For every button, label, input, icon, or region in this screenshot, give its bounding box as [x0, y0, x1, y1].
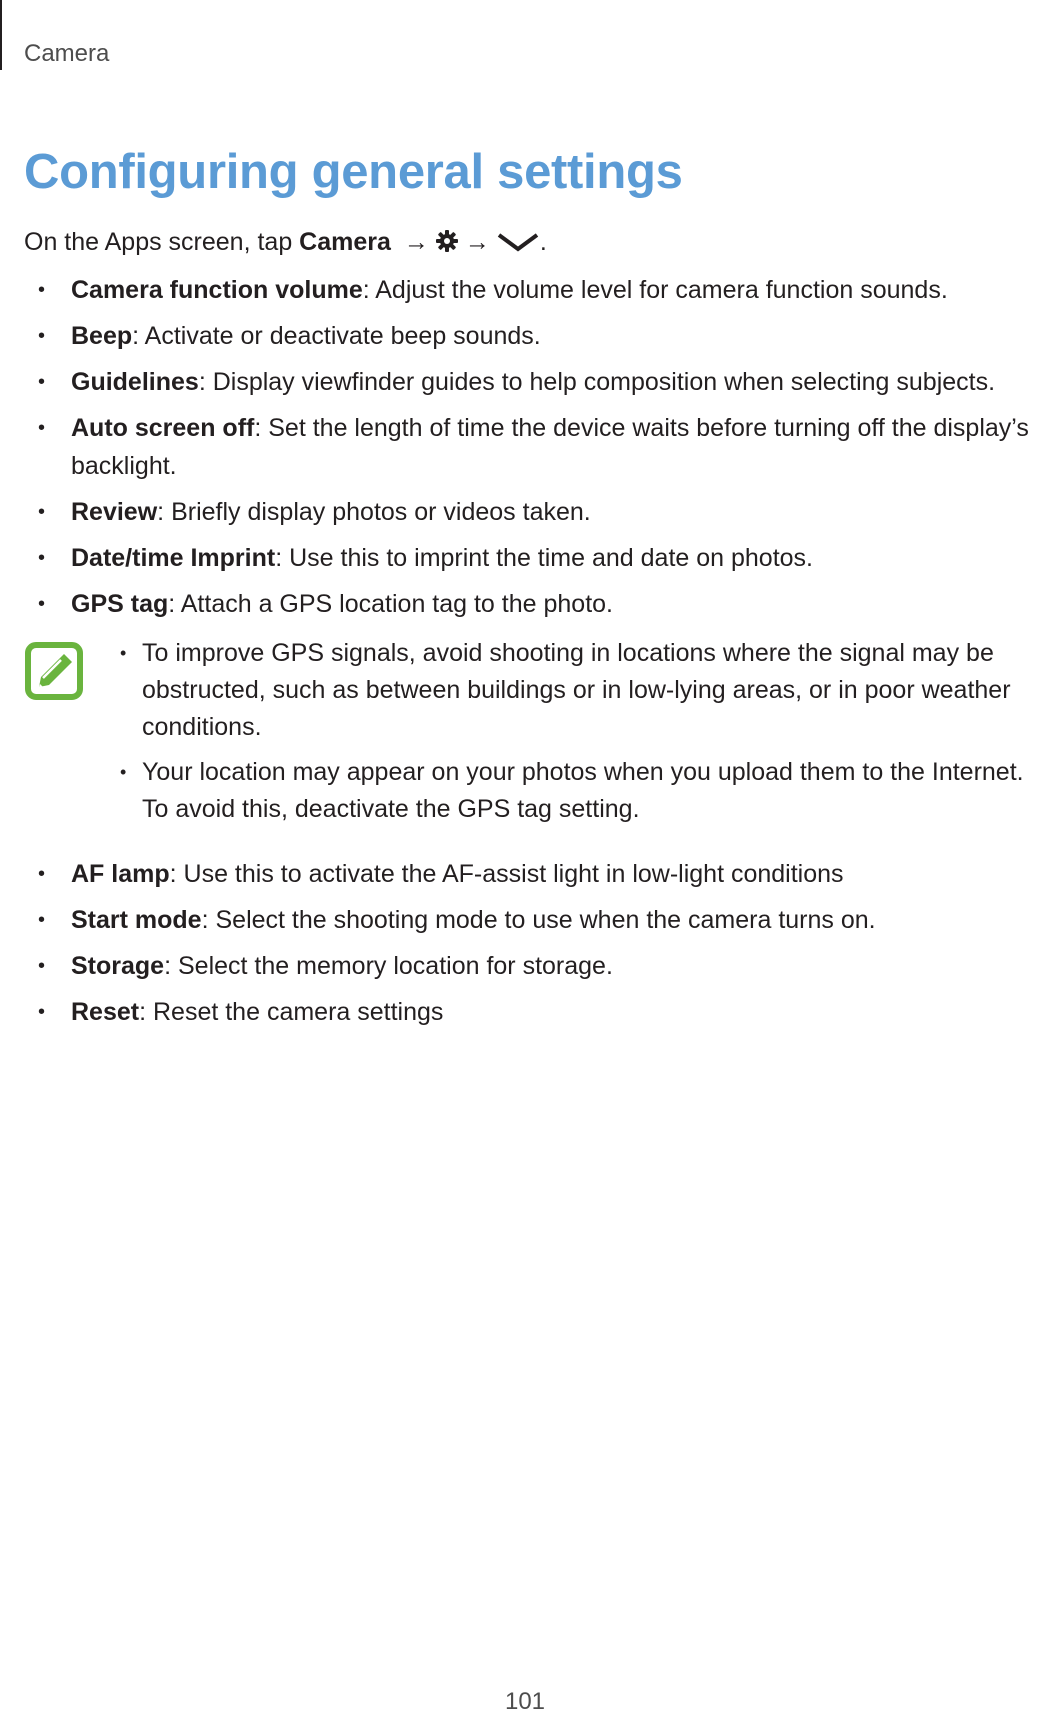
intro-instruction [24, 225, 547, 259]
bullet: • [120, 643, 127, 663]
intro-suffix: . [539, 228, 547, 256]
list-item [0, 855, 1050, 893]
note-text: Your location may appear on your photos when you upload them to the Internet. To avoid this, deactivate the GPS tag setting. [142, 758, 1024, 823]
arrow: → [403, 228, 429, 256]
list-item [0, 317, 1050, 355]
corner-rule [0, 0, 2, 70]
chevron-down-icon [496, 228, 540, 256]
setting-label: Review [71, 498, 158, 526]
intro-prefix: On the Apps screen, tap [24, 228, 300, 256]
gear-icon [435, 228, 459, 256]
list-item [0, 901, 1050, 939]
setting-description: : Select the memory location for storage. [164, 952, 613, 980]
setting-description: : Activate or deactivate beep sounds. [132, 322, 541, 350]
arrow: → [464, 228, 490, 256]
setting-label: Camera function volume [71, 276, 363, 304]
settings-list-secondary [0, 855, 1050, 1039]
list-item [0, 585, 1050, 623]
intro-app-name: Camera [299, 228, 391, 256]
list-item [0, 271, 1050, 309]
setting-description: : Attach a GPS location tag to the photo. [168, 590, 613, 618]
setting-description: : Reset the camera settings [139, 998, 444, 1026]
page-title: Configuring general settings [24, 145, 683, 199]
list-item [0, 409, 1050, 485]
section-header: Camera [24, 40, 110, 67]
setting-label: Guidelines [71, 368, 199, 396]
setting-label: Beep [71, 322, 133, 350]
setting-description: : Use this to activate the AF-assist light in low-light conditions [169, 860, 844, 888]
setting-label: AF lamp [71, 860, 170, 888]
list-item [0, 493, 1050, 531]
setting-description: : Set the length of time the device waits before turning off the display’s backlight. [71, 414, 1029, 480]
setting-label: Date/time Imprint [71, 544, 276, 572]
setting-label: GPS tag [71, 590, 169, 618]
setting-description: : Use this to imprint the time and date on photos. [275, 544, 813, 572]
page-number: 101 [504, 1688, 546, 1715]
setting-description: : Adjust the volume level for camera function sounds. [362, 276, 948, 304]
list-item [0, 947, 1050, 985]
bullet: • [38, 955, 46, 977]
bullet: • [38, 863, 46, 885]
bullet: • [38, 417, 46, 439]
setting-description: : Select the shooting mode to use when the camera turns on. [201, 906, 876, 934]
bullet: • [38, 909, 46, 931]
note-list [24, 635, 1050, 836]
setting-label: Start mode [71, 906, 202, 934]
setting-description: : Briefly display photos or videos taken. [157, 498, 591, 526]
bullet: • [120, 762, 127, 782]
note-text: To improve GPS signals, avoid shooting in locations where the signal may be obstructed, such as between buildings or in low-lying areas, or in poor weather conditions. [142, 639, 1011, 741]
list-item [0, 539, 1050, 577]
setting-description: : Display viewfinder guides to help composition when selecting subjects. [198, 368, 996, 396]
list-item [0, 363, 1050, 401]
list-item [24, 635, 1050, 746]
bullet: • [38, 501, 46, 523]
setting-label: Auto screen off [71, 414, 255, 442]
bullet: • [38, 279, 46, 301]
settings-list-primary [0, 271, 1050, 631]
setting-label: Storage [71, 952, 165, 980]
bullet: • [38, 371, 46, 393]
bullet: • [38, 1001, 46, 1023]
list-item [24, 754, 1050, 828]
setting-label: Reset [71, 998, 140, 1026]
bullet: • [38, 325, 46, 347]
bullet: • [38, 547, 46, 569]
bullet: • [38, 593, 46, 615]
list-item [0, 993, 1050, 1031]
